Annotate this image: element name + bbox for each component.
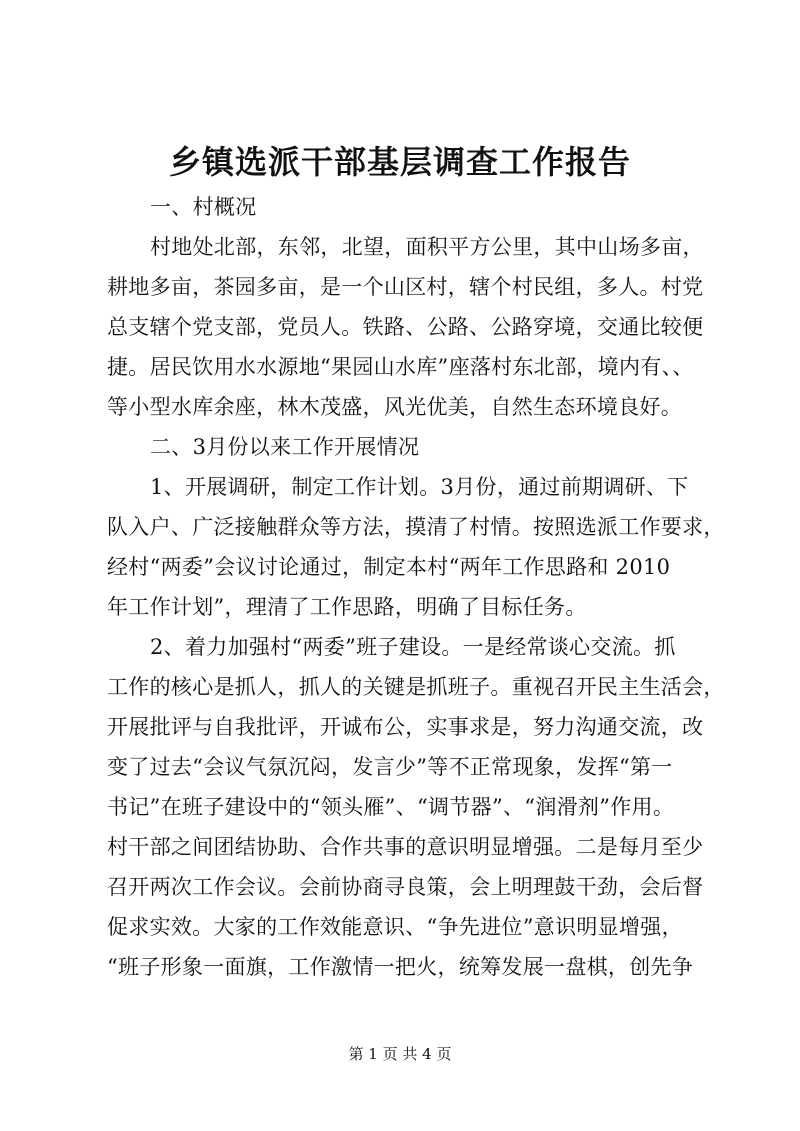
section-heading-work-progress: 二、3月份以来工作开展情况: [150, 435, 420, 459]
section-heading-village-overview: 一、村概况: [150, 195, 257, 219]
paragraph-line: 变了过去“会议气氛沉闷，发言少”等不正常现象，发挥“第一: [107, 755, 673, 779]
paragraph-line: 召开两次工作会议。会前协商寻良策，会上明理鼓干劲，会后督: [107, 875, 704, 899]
paragraph-line: 村干部之间团结协助、合作共事的意识明显增强。二是每月至少: [107, 835, 704, 859]
paragraph-line: 队入户、广泛接触群众等方法，摸清了村情。按照选派工作要求，: [107, 515, 725, 539]
page-footer: 第 1 页 共 4 页: [348, 1045, 452, 1063]
paragraph-line: 促求实效。大家的工作效能意识、“争先进位”意识明显增强，: [107, 915, 683, 939]
paragraph-line: “班子形象一面旗，工作激情一把火，统筹发展一盘棋，创先争: [107, 955, 694, 979]
paragraph-line: 年工作计划”，理清了工作思路，明确了目标任务。: [107, 595, 587, 619]
paragraph-line: 耕地多亩，茶园多亩，是一个山区村，辖个村民组，多人。村党: [107, 275, 704, 299]
paragraph-line: 开展批评与自我批评，开诚布公，实事求是，努力沟通交流，改: [107, 715, 704, 739]
paragraph-line: 1、开展调研，制定工作计划。3月份，通过前期调研、下: [150, 475, 689, 499]
paragraph-line: 书记”在班子建设中的“领头雁”、“调节器”、“润滑剂”作用。: [107, 795, 675, 819]
paragraph-line: 工作的核心是抓人，抓人的关键是抓班子。重视召开民主生活会，: [107, 675, 725, 699]
paragraph-line: 村地处北部，东邻，北望，面积平方公里，其中山场多亩，: [150, 235, 704, 259]
paragraph-line: 总支辖个党支部，党员人。铁路、公路、公路穿境，交通比较便: [107, 315, 704, 339]
paragraph-line: 经村“两委”会议讨论通过，制定本村“两年工作思路和 2010: [107, 555, 671, 579]
paragraph-line: 2、着力加强村“两委”班子建设。一是经常谈心交流。抓: [150, 635, 676, 659]
paragraph-line: 捷。居民饮用水水源地“果园山水库”座落村东北部，境内有、、: [107, 355, 694, 379]
document-title: 乡镇选派干部基层调查工作报告: [168, 143, 631, 181]
paragraph-line: 等小型水库余座，林木茂盛，风光优美，自然生态环境良好。: [107, 395, 683, 419]
